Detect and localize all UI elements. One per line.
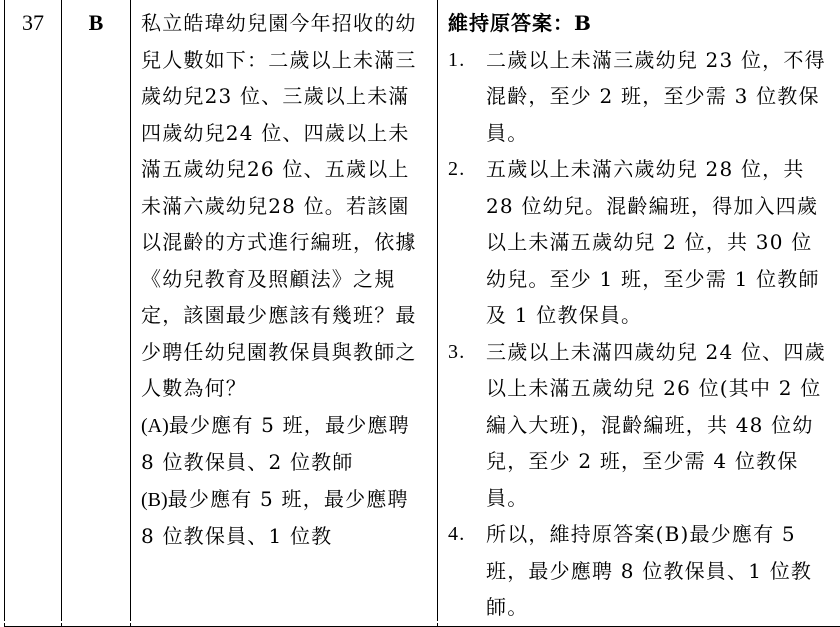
point-text: 二歲以上未滿三歲幼兒 23 位，不得混齡，至少 2 班，至少需 3 位教保員。 — [486, 42, 836, 152]
question-cell — [131, 0, 438, 626]
table-row — [5, 0, 840, 626]
option-list — [141, 407, 429, 555]
point-number: 2. — [448, 151, 486, 334]
option-item — [141, 481, 429, 555]
reply-heading: 維持原答案：B — [448, 5, 836, 42]
point-number: 3. — [448, 334, 486, 517]
option-item — [141, 407, 429, 481]
original-answer: B — [89, 10, 104, 35]
reply-points — [448, 42, 836, 626]
appeal-response-table — [4, 0, 840, 627]
original-answer-cell — [62, 0, 131, 626]
option-label: (A) — [141, 415, 169, 437]
point-text: 三歲以上未滿四歲幼兒 24 位、四歲以上未滿五歲幼兒 26 位(其中 2 位編入大班)，混齡編班，共 48 位幼兒，至少 2 班，至少需 4 位教保員。 — [486, 334, 836, 517]
list-item — [448, 334, 836, 517]
option-text: 最少應有 5 班，最少應聘 8 位教保員、2 位教師 — [141, 413, 410, 475]
point-text: 五歲以上未滿六歲幼兒 28 位，共 28 位幼兒。混齡編班，得加入四歲以上未滿五歲幼兒 2 位，共 30 位幼兒。至少 1 班，至少需 1 位教師及 1 位教保員。 — [486, 151, 836, 334]
option-text: 最少應有 5 班，最少應聘 8 位教保員、1 位教 — [141, 487, 409, 549]
list-item — [448, 42, 836, 152]
list-item — [448, 151, 836, 334]
reply-cell — [438, 0, 840, 626]
point-number: 4. — [448, 516, 486, 626]
question-text: 私立皓瑋幼兒園今年招收的幼兒人數如下：二歲以上未滿三歲幼兒23 位、三歲以上未滿四歲幼兒24 位、四歲以上未滿五歲幼兒26 位、五歲以上未滿六歲幼兒28 位。若該園以混齡的方式進行編班，依據《幼兒教育及照顧法》之規定，該園最少應該有幾班？最少聘任幼兒園教保員與教師之人數為何？ — [141, 5, 429, 407]
option-label: (B) — [141, 489, 168, 511]
question-number: 37 — [22, 10, 44, 35]
point-number: 1. — [448, 42, 486, 152]
question-number-cell — [5, 0, 62, 626]
point-text: 所以，維持原答案(B)最少應有 5 班，最少應聘 8 位教保員、1 位教師。 — [486, 516, 836, 626]
list-item — [448, 516, 836, 626]
